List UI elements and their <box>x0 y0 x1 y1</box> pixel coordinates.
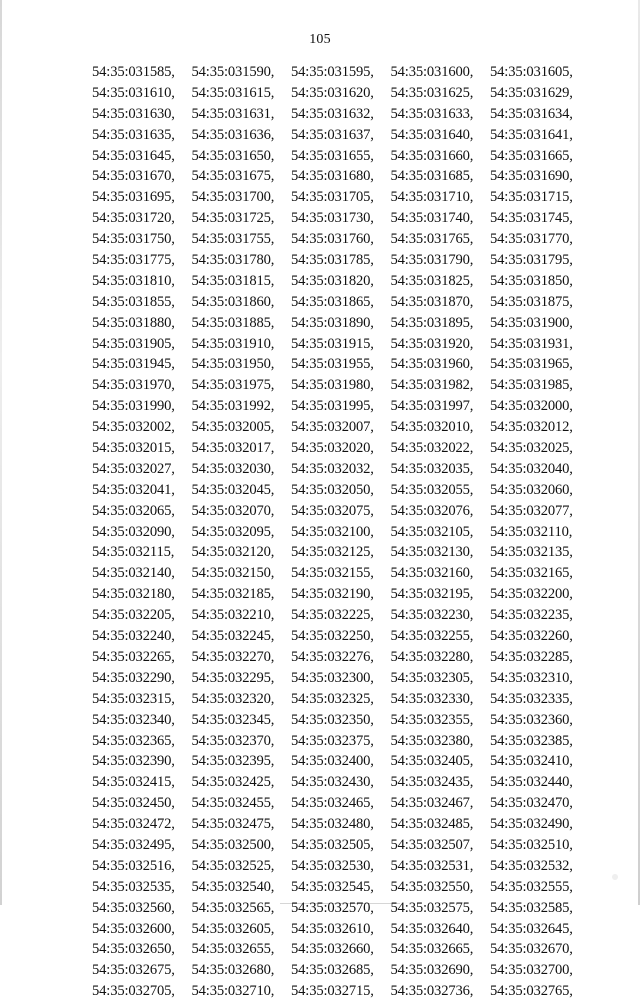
page-number: 105 <box>309 32 331 47</box>
cadastral-number: 54:35:032465, <box>291 795 374 812</box>
cadastral-number: 54:35:032335, <box>490 690 573 707</box>
cadastral-number: 54:35:031695, <box>92 189 175 206</box>
cadastral-number: 54:35:031730, <box>291 210 374 227</box>
cadastral-number: 54:35:031655, <box>291 147 374 164</box>
list-row <box>92 125 592 146</box>
cadastral-number: 54:35:031885, <box>191 314 275 331</box>
cadastral-number: 54:35:032265, <box>92 648 175 665</box>
cadastral-number: 54:35:032035, <box>390 460 474 477</box>
cadastral-number: 54:35:032680, <box>191 962 275 979</box>
cadastral-number: 54:35:032535, <box>92 878 175 895</box>
cadastral-number: 54:35:032310, <box>490 669 573 686</box>
cadastral-number: 54:35:031931, <box>490 335 573 352</box>
cadastral-number: 54:35:032736, <box>390 983 474 1000</box>
cadastral-number: 54:35:032295, <box>191 669 275 686</box>
cadastral-number: 54:35:032440, <box>490 774 573 791</box>
cadastral-number: 54:35:031910, <box>191 335 275 352</box>
cadastral-number: 54:35:032715, <box>291 983 374 1000</box>
cadastral-number: 54:35:031725, <box>191 210 275 227</box>
cadastral-number: 54:35:032330, <box>390 690 474 707</box>
cadastral-number: 54:35:031641, <box>490 126 573 143</box>
cadastral-number: 54:35:031670, <box>92 168 175 185</box>
cadastral-number: 54:35:031705, <box>291 189 374 206</box>
cadastral-number: 54:35:032032, <box>291 460 374 477</box>
list-row <box>92 271 592 292</box>
cadastral-number: 54:35:032040, <box>490 460 573 477</box>
cadastral-number: 54:35:031650, <box>191 147 275 164</box>
cadastral-number: 54:35:032410, <box>490 753 573 770</box>
list-row <box>92 584 592 605</box>
list-row <box>92 313 592 334</box>
list-row <box>92 710 592 731</box>
cadastral-number: 54:35:032532, <box>490 857 573 874</box>
cadastral-number: 54:35:031640, <box>390 126 474 143</box>
cadastral-number: 54:35:032250, <box>291 628 374 645</box>
cadastral-number: 54:35:031760, <box>291 231 374 248</box>
cadastral-number: 54:35:031633, <box>390 105 474 122</box>
cadastral-number: 54:35:032041, <box>92 481 175 498</box>
cadastral-number: 54:35:032015, <box>92 440 175 457</box>
cadastral-number: 54:35:031870, <box>390 293 474 310</box>
list-row <box>92 292 592 313</box>
cadastral-number: 54:35:031990, <box>92 398 175 415</box>
list-row <box>92 501 592 522</box>
cadastral-number: 54:35:031920, <box>390 335 474 352</box>
cadastral-number: 54:35:031890, <box>291 314 374 331</box>
cadastral-number: 54:35:031595, <box>291 64 374 80</box>
cadastral-number: 54:35:031740, <box>390 210 474 227</box>
cadastral-number: 54:35:032325, <box>291 690 374 707</box>
list-row <box>92 104 592 125</box>
cadastral-number: 54:35:032290, <box>92 669 175 686</box>
cadastral-number: 54:35:031775, <box>92 252 175 269</box>
cadastral-number: 54:35:031765, <box>390 231 474 248</box>
cadastral-number: 54:35:031685, <box>390 168 474 185</box>
list-row <box>92 814 592 835</box>
cadastral-number: 54:35:032225, <box>291 607 374 624</box>
cadastral-number: 54:35:031660, <box>390 147 474 164</box>
cadastral-number: 54:35:031635, <box>92 126 175 143</box>
list-row <box>92 480 592 501</box>
cadastral-number: 54:35:031860, <box>191 293 275 310</box>
cadastral-number: 54:35:032365, <box>92 732 175 749</box>
cadastral-number: 54:35:031755, <box>191 231 275 248</box>
cadastral-number: 54:35:032390, <box>92 753 175 770</box>
list-row <box>92 877 592 898</box>
cadastral-number: 54:35:032540, <box>191 878 275 895</box>
cadastral-number: 54:35:032380, <box>390 732 474 749</box>
cadastral-number: 54:35:032475, <box>191 816 275 833</box>
cadastral-number: 54:35:031632, <box>291 105 374 122</box>
list-row <box>92 166 592 187</box>
cadastral-number: 54:35:032025, <box>490 440 573 457</box>
list-row <box>92 731 592 752</box>
cadastral-number: 54:35:031745, <box>490 210 573 227</box>
cadastral-number: 54:35:032065, <box>92 502 175 519</box>
cadastral-number: 54:35:032690, <box>390 962 474 979</box>
cadastral-number: 54:35:032155, <box>291 565 374 582</box>
cadastral-number: 54:35:032435, <box>390 774 474 791</box>
cadastral-number: 54:35:032516, <box>92 857 175 874</box>
list-row <box>92 939 592 960</box>
cadastral-number: 54:35:031785, <box>291 252 374 269</box>
cadastral-number: 54:35:032470, <box>490 795 573 812</box>
cadastral-number: 54:35:032200, <box>490 586 573 603</box>
cadastral-number: 54:35:032550, <box>390 878 474 895</box>
cadastral-number: 54:35:032270, <box>191 648 275 665</box>
cadastral-number: 54:35:032531, <box>390 857 474 874</box>
cadastral-number: 54:35:031590, <box>191 64 275 80</box>
cadastral-number: 54:35:032505, <box>291 836 374 853</box>
cadastral-number: 54:35:032610, <box>291 920 374 937</box>
cadastral-number: 54:35:032320, <box>191 690 275 707</box>
cadastral-number: 54:35:032105, <box>390 523 474 540</box>
list-row <box>92 856 592 877</box>
cadastral-number: 54:35:031630, <box>92 105 175 122</box>
cadastral-number: 54:35:031710, <box>390 189 474 206</box>
list-row <box>92 459 592 480</box>
cadastral-number: 54:35:032110, <box>490 523 573 540</box>
cadastral-number: 54:35:032660, <box>291 941 374 958</box>
cadastral-number: 54:35:031815, <box>191 272 275 289</box>
cadastral-number: 54:35:032600, <box>92 920 175 937</box>
cadastral-number: 54:35:032140, <box>92 565 175 582</box>
cadastral-number: 54:35:032585, <box>490 899 573 916</box>
cadastral-number: 54:35:031982, <box>390 377 474 394</box>
cadastral-number: 54:35:032670, <box>490 941 573 958</box>
cadastral-number: 54:35:032017, <box>191 440 275 457</box>
cadastral-number: 54:35:032120, <box>191 544 275 561</box>
cadastral-number: 54:35:031690, <box>490 168 573 185</box>
cadastral-number: 54:35:032245, <box>191 628 275 645</box>
cadastral-number: 54:35:032350, <box>291 711 374 728</box>
cadastral-number: 54:35:032655, <box>191 941 275 958</box>
cadastral-number: 54:35:031970, <box>92 377 175 394</box>
cadastral-number: 54:35:031720, <box>92 210 175 227</box>
cadastral-number: 54:35:031795, <box>490 252 573 269</box>
cadastral-number: 54:35:031605, <box>490 64 573 80</box>
list-row <box>92 187 592 208</box>
cadastral-number: 54:35:032685, <box>291 962 374 979</box>
cadastral-number: 54:35:032355, <box>390 711 474 728</box>
cadastral-number: 54:35:032285, <box>490 648 573 665</box>
list-row <box>92 835 592 856</box>
list-row <box>92 208 592 229</box>
cadastral-number: 54:35:032340, <box>92 711 175 728</box>
cadastral-number: 54:35:032135, <box>490 544 573 561</box>
cadastral-number: 54:35:032150, <box>191 565 275 582</box>
cadastral-number: 54:35:031680, <box>291 168 374 185</box>
cadastral-number: 54:35:032255, <box>390 628 474 645</box>
cadastral-number: 54:35:032545, <box>291 878 374 895</box>
cadastral-number: 54:35:031850, <box>490 272 573 289</box>
cadastral-number: 54:35:031637, <box>291 126 374 143</box>
cadastral-number: 54:35:032205, <box>92 607 175 624</box>
cadastral-number: 54:35:031675, <box>191 168 275 185</box>
cadastral-number: 54:35:032480, <box>291 816 374 833</box>
list-row <box>92 229 592 250</box>
cadastral-number: 54:35:032375, <box>291 732 374 749</box>
cadastral-number: 54:35:031945, <box>92 356 175 373</box>
cadastral-number: 54:35:032180, <box>92 586 175 603</box>
cadastral-number: 54:35:032055, <box>390 481 474 498</box>
cadastral-number: 54:35:032710, <box>191 983 275 1000</box>
cadastral-number: 54:35:032555, <box>490 878 573 895</box>
list-row <box>92 772 592 793</box>
cadastral-number: 54:35:032370, <box>191 732 275 749</box>
scan-speck <box>612 874 618 880</box>
list-row <box>92 250 592 271</box>
cadastral-number: 54:35:032130, <box>390 544 474 561</box>
list-row <box>92 354 592 375</box>
cadastral-number: 54:35:032210, <box>191 607 275 624</box>
cadastral-number: 54:35:031634, <box>490 105 573 122</box>
cadastral-number: 54:35:031995, <box>291 398 374 415</box>
cadastral-number: 54:35:032665, <box>390 941 474 958</box>
cadastral-number: 54:35:032007, <box>291 419 374 436</box>
cadastral-number: 54:35:032160, <box>390 565 474 582</box>
cadastral-number: 54:35:032030, <box>191 460 275 477</box>
cadastral-number: 54:35:032115, <box>92 544 175 561</box>
cadastral-number: 54:35:031620, <box>291 84 374 101</box>
cadastral-number: 54:35:031900, <box>490 314 573 331</box>
cadastral-number: 54:35:032100, <box>291 523 374 540</box>
cadastral-number: 54:35:032455, <box>191 795 275 812</box>
cadastral-number: 54:35:031875, <box>490 293 573 310</box>
cadastral-number: 54:35:032315, <box>92 690 175 707</box>
cadastral-number: 54:35:032450, <box>92 795 175 812</box>
cadastral-number: 54:35:032260, <box>490 628 573 645</box>
cadastral-number: 54:35:032000, <box>490 398 573 415</box>
cadastral-number: 54:35:032605, <box>191 920 275 937</box>
cadastral-number: 54:35:032276, <box>291 648 374 665</box>
cadastral-number: 54:35:032075, <box>291 502 374 519</box>
cadastral-number: 54:35:032525, <box>191 857 275 874</box>
cadastral-number: 54:35:031820, <box>291 272 374 289</box>
list-row <box>92 898 592 919</box>
cadastral-number: 54:35:031715, <box>490 189 573 206</box>
cadastral-number: 54:35:032560, <box>92 899 175 916</box>
cadastral-number: 54:35:032190, <box>291 586 374 603</box>
cadastral-number: 54:35:032640, <box>390 920 474 937</box>
cadastral-number: 54:35:032575, <box>390 899 474 916</box>
cadastral-number: 54:35:031997, <box>390 398 474 415</box>
list-row <box>92 146 592 167</box>
cadastral-number: 54:35:031585, <box>92 64 175 80</box>
cadastral-number: 54:35:032070, <box>191 502 275 519</box>
cadastral-number: 54:35:032345, <box>191 711 275 728</box>
cadastral-number: 54:35:031960, <box>390 356 474 373</box>
cadastral-number: 54:35:032400, <box>291 753 374 770</box>
cadastral-number: 54:35:032495, <box>92 836 175 853</box>
cadastral-number: 54:35:032472, <box>92 816 175 833</box>
list-row <box>92 542 592 563</box>
list-row <box>92 83 592 104</box>
scan-edge-left <box>0 0 2 905</box>
cadastral-number: 54:35:032705, <box>92 983 175 1000</box>
cadastral-number: 54:35:031950, <box>191 356 275 373</box>
cadastral-number: 54:35:032485, <box>390 816 474 833</box>
list-row <box>92 793 592 814</box>
cadastral-number: 54:35:032235, <box>490 607 573 624</box>
cadastral-number: 54:35:031992, <box>191 398 275 415</box>
cadastral-number: 54:35:031855, <box>92 293 175 310</box>
cadastral-number: 54:35:031750, <box>92 231 175 248</box>
cadastral-number: 54:35:031610, <box>92 84 175 101</box>
list-row <box>92 751 592 772</box>
cadastral-number: 54:35:031810, <box>92 272 175 289</box>
cadastral-number: 54:35:032240, <box>92 628 175 645</box>
cadastral-number: 54:35:031915, <box>291 335 374 352</box>
list-row <box>92 605 592 626</box>
list-row <box>92 668 592 689</box>
cadastral-number: 54:35:032185, <box>191 586 275 603</box>
list-row <box>92 960 592 981</box>
list-row <box>92 396 592 417</box>
cadastral-number: 54:35:032385, <box>490 732 573 749</box>
list-row <box>92 375 592 396</box>
cadastral-number: 54:35:032507, <box>390 836 474 853</box>
cadastral-number: 54:35:031600, <box>390 64 474 80</box>
cadastral-number: 54:35:032490, <box>490 816 573 833</box>
list-row <box>92 62 592 83</box>
cadastral-number: 54:35:031895, <box>390 314 474 331</box>
cadastral-number: 54:35:032020, <box>291 440 374 457</box>
cadastral-number: 54:35:031825, <box>390 272 474 289</box>
cadastral-number: 54:35:032675, <box>92 962 175 979</box>
cadastral-number: 54:35:032027, <box>92 460 175 477</box>
cadastral-number: 54:35:032765, <box>490 983 573 1000</box>
cadastral-number: 54:35:031615, <box>191 84 275 101</box>
list-row <box>92 919 592 940</box>
cadastral-number: 54:35:032467, <box>390 795 474 812</box>
cadastral-number: 54:35:031905, <box>92 335 175 352</box>
cadastral-number: 54:35:032395, <box>191 753 275 770</box>
cadastral-number: 54:35:032305, <box>390 669 474 686</box>
cadastral-number: 54:35:032570, <box>291 899 374 916</box>
cadastral-number: 54:35:032360, <box>490 711 573 728</box>
cadastral-number: 54:35:031790, <box>390 252 474 269</box>
list-row <box>92 626 592 647</box>
cadastral-number: 54:35:032077, <box>490 502 573 519</box>
list-row <box>92 417 592 438</box>
cadastral-number: 54:35:031636, <box>191 126 275 143</box>
list-row <box>92 438 592 459</box>
cadastral-number: 54:35:032005, <box>191 419 275 436</box>
cadastral-number: 54:35:032510, <box>490 836 573 853</box>
list-row <box>92 647 592 668</box>
cadastral-number: 54:35:032530, <box>291 857 374 874</box>
cadastral-number: 54:35:031770, <box>490 231 573 248</box>
cadastral-number: 54:35:031865, <box>291 293 374 310</box>
list-row <box>92 563 592 584</box>
cadastral-number: 54:35:031975, <box>191 377 275 394</box>
cadastral-number: 54:35:032045, <box>191 481 275 498</box>
cadastral-number: 54:35:032095, <box>191 523 275 540</box>
list-row <box>92 334 592 355</box>
cadastral-number: 54:35:032645, <box>490 920 573 937</box>
cadastral-number: 54:35:031980, <box>291 377 374 394</box>
list-row <box>92 522 592 543</box>
cadastral-number: 54:35:031880, <box>92 314 175 331</box>
cadastral-number: 54:35:031780, <box>191 252 275 269</box>
cadastral-number: 54:35:032415, <box>92 774 175 791</box>
cadastral-number: 54:35:031629, <box>490 84 573 101</box>
cadastral-number: 54:35:032425, <box>191 774 275 791</box>
cadastral-number: 54:35:032300, <box>291 669 374 686</box>
cadastral-number: 54:35:031645, <box>92 147 175 164</box>
cadastral-number: 54:35:032430, <box>291 774 374 791</box>
cadastral-number: 54:35:031700, <box>191 189 275 206</box>
cadastral-number: 54:35:032012, <box>490 419 573 436</box>
cadastral-number: 54:35:032500, <box>191 836 275 853</box>
cadastral-number: 54:35:032125, <box>291 544 374 561</box>
cadastral-number: 54:35:032565, <box>191 899 275 916</box>
cadastral-number: 54:35:032022, <box>390 440 474 457</box>
cadastral-number: 54:35:032280, <box>390 648 474 665</box>
cadastral-number: 54:35:031631, <box>191 105 275 122</box>
cadastral-number: 54:35:032076, <box>390 502 474 519</box>
list-row <box>92 689 592 710</box>
cadastral-number: 54:35:032002, <box>92 419 175 436</box>
cadastral-number: 54:35:032050, <box>291 481 374 498</box>
cadastral-number: 54:35:032230, <box>390 607 474 624</box>
cadastral-number: 54:35:032650, <box>92 941 175 958</box>
cadastral-number: 54:35:032165, <box>490 565 573 582</box>
cadastral-number: 54:35:032700, <box>490 962 573 979</box>
cadastral-number: 54:35:032060, <box>490 481 573 498</box>
cadastral-number: 54:35:031665, <box>490 147 573 164</box>
cadastral-number-list <box>92 62 592 1002</box>
list-row <box>92 981 592 1002</box>
cadastral-number: 54:35:032090, <box>92 523 175 540</box>
cadastral-number: 54:35:031625, <box>390 84 474 101</box>
cadastral-number: 54:35:031955, <box>291 356 374 373</box>
cadastral-number: 54:35:031985, <box>490 377 573 394</box>
cadastral-number: 54:35:032010, <box>390 419 474 436</box>
cadastral-number: 54:35:032195, <box>390 586 474 603</box>
cadastral-number: 54:35:031965, <box>490 356 573 373</box>
cadastral-number: 54:35:032405, <box>390 753 474 770</box>
